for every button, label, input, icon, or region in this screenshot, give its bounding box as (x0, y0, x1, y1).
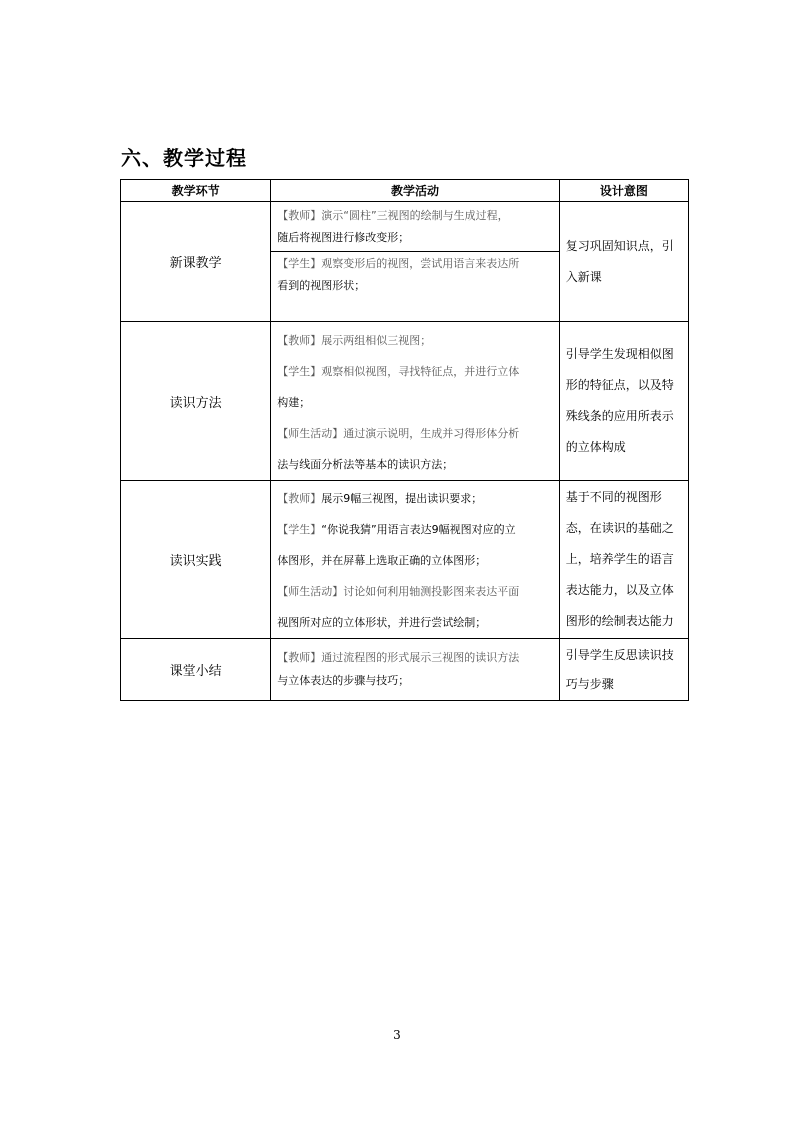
header-intent: 设计意图 (559, 180, 688, 202)
stage-cell: 读识实践 (121, 481, 271, 639)
table-row (121, 322, 689, 481)
activity-text: 通过演示说明，生成并习得形体分析 (343, 427, 520, 440)
intent-line: 入新课 (565, 269, 602, 284)
page-number: 3 (393, 1028, 401, 1042)
section-title: 六、教学过程 (121, 146, 247, 170)
role-label: 【师生活动】 (277, 585, 344, 598)
intent-line: 态，在读识的基础之 (565, 521, 674, 535)
table-header-row (121, 180, 689, 202)
table-row (121, 639, 689, 701)
role-label: 【师生活动】 (277, 427, 344, 440)
activity-text: 展示两组相似三视图； (321, 334, 432, 347)
stage-cell: 新课教学 (121, 202, 271, 322)
intent-line: 图形的绘制表达能力 (565, 614, 674, 628)
intent-cell (559, 481, 688, 639)
header-activity: 教学活动 (271, 180, 560, 202)
intent-line: 引导学生反思读识技 (565, 647, 674, 662)
intent-cell (559, 639, 688, 701)
activity-line: 与立体表达的步骤与技巧； (277, 674, 410, 687)
role-label: 【教师】 (277, 651, 322, 664)
role-label: 【教师】 (277, 334, 322, 347)
role-label: 【学生】 (277, 523, 322, 536)
activity-line (277, 205, 553, 227)
intent-line: 基于不同的视图形 (565, 490, 662, 504)
activity-line: 视图所对应的立体形状，并进行尝试绘制； (277, 616, 487, 629)
activity-text: “你说我猜”用语言表达9幅视图对应的立 (321, 523, 516, 536)
activity-text: 观察相似视图，寻找特征点，并进行立体 (321, 365, 520, 378)
intent-cell (559, 202, 688, 322)
activity-line (277, 356, 553, 387)
role-label: 【学生】 (277, 365, 322, 378)
intent-line: 上，培养学生的语言 (565, 552, 674, 566)
activity-cell (271, 202, 560, 322)
activity-line (277, 514, 553, 545)
activity-cell (271, 322, 560, 481)
activity-line: 法与线面分析法等基本的读识方法； (277, 458, 454, 471)
activity-line: 构建； (277, 396, 311, 409)
activity-text: 讨论如何利用轴测投影图来表达平面 (343, 585, 520, 598)
activity-text: 演示“圆柱”三视图的绘制与生成过程， (321, 209, 509, 222)
activity-cell (271, 639, 560, 701)
intent-cell (559, 322, 688, 481)
activity-block-teacher (277, 202, 553, 249)
role-label: 【教师】 (277, 492, 322, 505)
intent-line: 殊线条的应用所表示 (565, 409, 674, 423)
activity-text: 观察变形后的视图，尝试用语言来表达所 (321, 257, 520, 270)
activity-line: 体图形，并在屏幕上选取正确的立体图形； (277, 554, 487, 567)
intent-line: 形的特征点，以及特 (565, 378, 674, 392)
table-row (121, 481, 689, 639)
intent-line: 表达能力，以及立体 (565, 583, 674, 597)
activity-line (277, 253, 553, 275)
intent-line: 的立体构成 (565, 440, 626, 454)
activity-line: 看到的视图形状； (277, 279, 366, 292)
activity-cell (271, 481, 560, 639)
activity-line (277, 576, 553, 607)
intent-line: 巧与步骤 (565, 676, 614, 691)
intent-line: 引导学生发现相似图 (565, 347, 674, 361)
intent-line: 复习巩固知识点，引 (565, 238, 674, 253)
table-row (121, 202, 689, 322)
activity-text: 通过流程图的形式展示三视图的读识方法 (321, 651, 520, 664)
activity-line (277, 325, 553, 356)
role-label: 【学生】 (277, 257, 322, 270)
teaching-process-table (120, 179, 689, 701)
activity-line: 随后将视图进行修改变形； (277, 231, 410, 244)
activity-line (277, 483, 553, 514)
role-label: 【教师】 (277, 209, 322, 222)
header-stage: 教学环节 (121, 180, 271, 202)
activity-block-student (271, 251, 559, 297)
stage-cell: 课堂小结 (121, 639, 271, 701)
stage-cell: 读识方法 (121, 322, 271, 481)
activity-line (277, 418, 553, 449)
activity-line (277, 646, 553, 669)
activity-text: 展示9幅三视图，提出读识要求； (321, 492, 483, 505)
